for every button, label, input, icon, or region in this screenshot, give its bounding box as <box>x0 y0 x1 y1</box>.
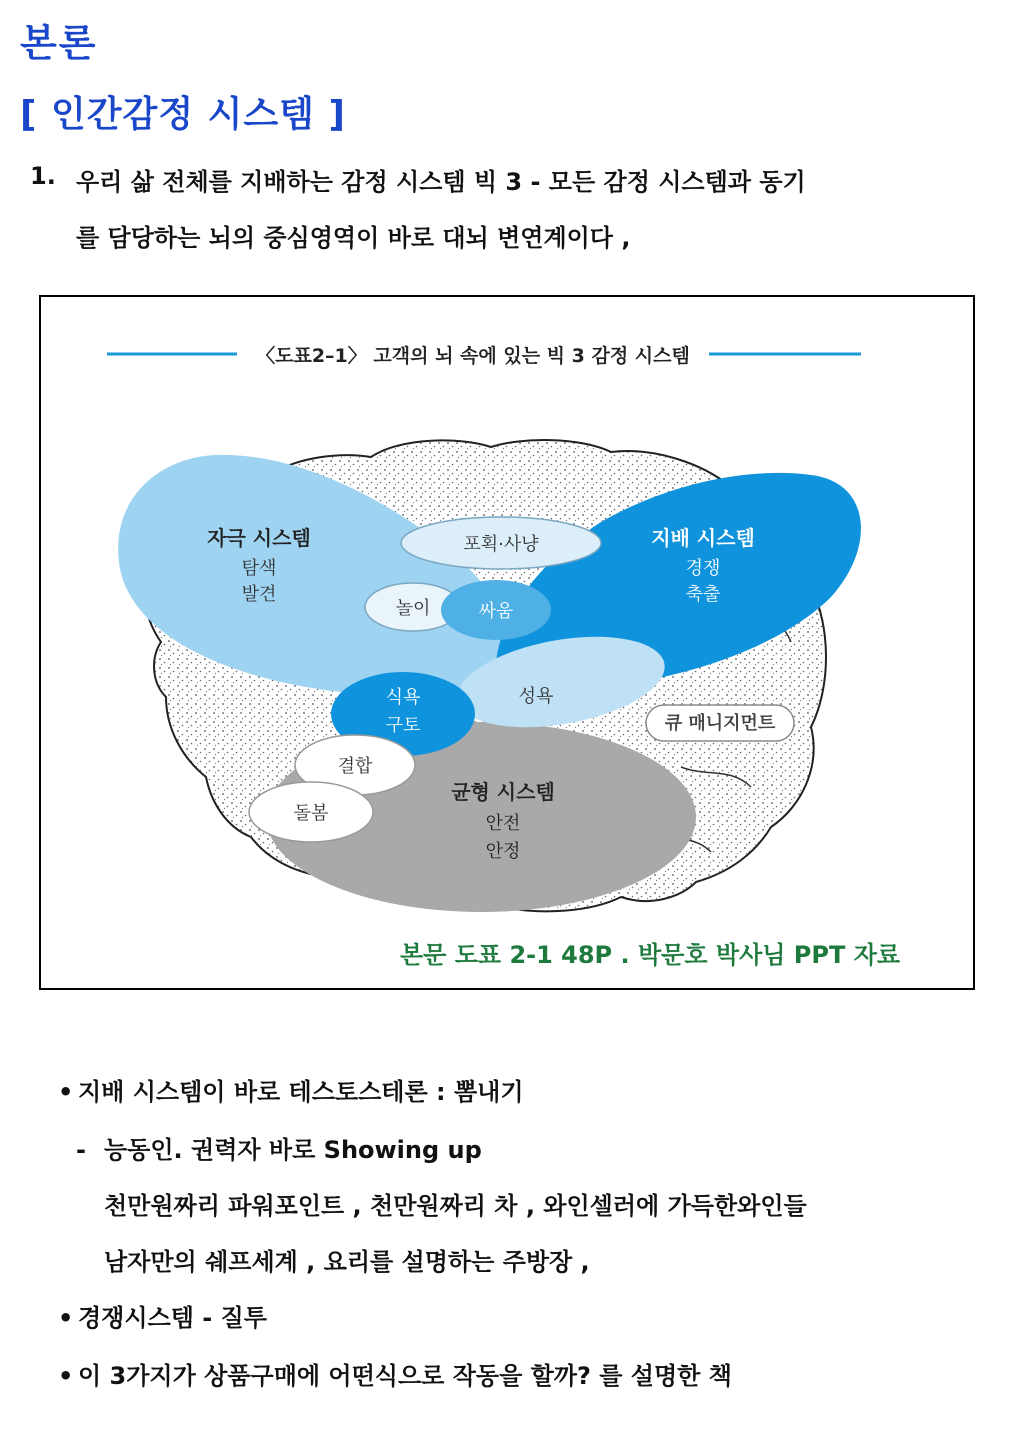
item-number: 1. <box>30 162 56 190</box>
bullet-dot: • <box>58 1304 74 1332</box>
fight-label: 싸움 <box>478 601 514 622</box>
bullet-text: 이 3가지가 상품구매에 어떤식으로 작동을 할까? 를 설명한 책 <box>78 1362 732 1390</box>
play-label: 놀이 <box>395 598 431 619</box>
emotion-system-diagram <box>41 297 977 992</box>
bullet-text: 경쟁시스템 - 질투 <box>78 1304 267 1332</box>
hunt-label: 포획·사냥 <box>463 534 539 555</box>
sex-label: 성욕 <box>518 686 554 707</box>
sub-item-text: 능동인. 권력자 바로 Showing up <box>104 1136 482 1164</box>
food-label-2: 구토 <box>385 715 421 736</box>
item-text-line1: 우리 삶 전체를 지배하는 감정 시스템 빅 3 - 모든 감정 시스템과 동기 <box>76 168 806 196</box>
dominance-label-1: 경쟁 <box>685 558 721 579</box>
sub-item-examples-1: 천만원짜리 파워포인트 , 천만원짜리 차 , 와인셀러에 가득한와인들 <box>104 1192 807 1220</box>
figure-box <box>39 295 975 990</box>
sub-item-examples-2: 남자만의 쉐프세계 , 요리를 설명하는 주방장 , <box>104 1248 590 1276</box>
balance-label-1: 안전 <box>485 813 521 834</box>
care-label: 돌봄 <box>293 803 329 824</box>
dominance-label-2: 축출 <box>685 584 721 605</box>
dash-marker: - <box>76 1136 86 1164</box>
item-text-line2: 를 담당하는 뇌의 중심영역이 바로 대뇌 변연계이다 , <box>76 224 631 252</box>
stimulus-title: 자극 시스템 <box>207 526 311 550</box>
stimulus-label-2: 발견 <box>241 584 277 605</box>
food-label-1: 식욕 <box>385 687 421 708</box>
stimulus-label-1: 탐색 <box>241 558 277 579</box>
bond-label: 결합 <box>337 756 373 777</box>
figure-title: 〈도표2–1〉 고객의 뇌 속에 있는 빅 3 감정 시스템 <box>256 345 690 367</box>
bullet-text: 지배 시스템이 바로 테스토스테론 : 뽐내기 <box>78 1078 524 1106</box>
dominance-title: 지배 시스템 <box>651 526 755 550</box>
bullet-book <box>58 1356 732 1391</box>
brand-text: 큐 매니지먼트 <box>664 713 776 734</box>
balance-label-2: 안정 <box>485 841 521 862</box>
bullet-dominance <box>58 1072 524 1107</box>
page-heading: 본론 <box>20 21 98 65</box>
bullet-competition <box>58 1298 267 1333</box>
bullet-dot: • <box>58 1362 74 1390</box>
bullet-dot: • <box>58 1078 74 1106</box>
section-title: [ 인간감정 시스템 ] <box>20 94 346 135</box>
balance-title: 균형 시스템 <box>451 780 555 804</box>
sub-item-showing-up <box>76 1130 482 1165</box>
figure-caption: 본문 도표 2-1 48P . 박문호 박사님 PPT 자료 <box>400 941 901 969</box>
